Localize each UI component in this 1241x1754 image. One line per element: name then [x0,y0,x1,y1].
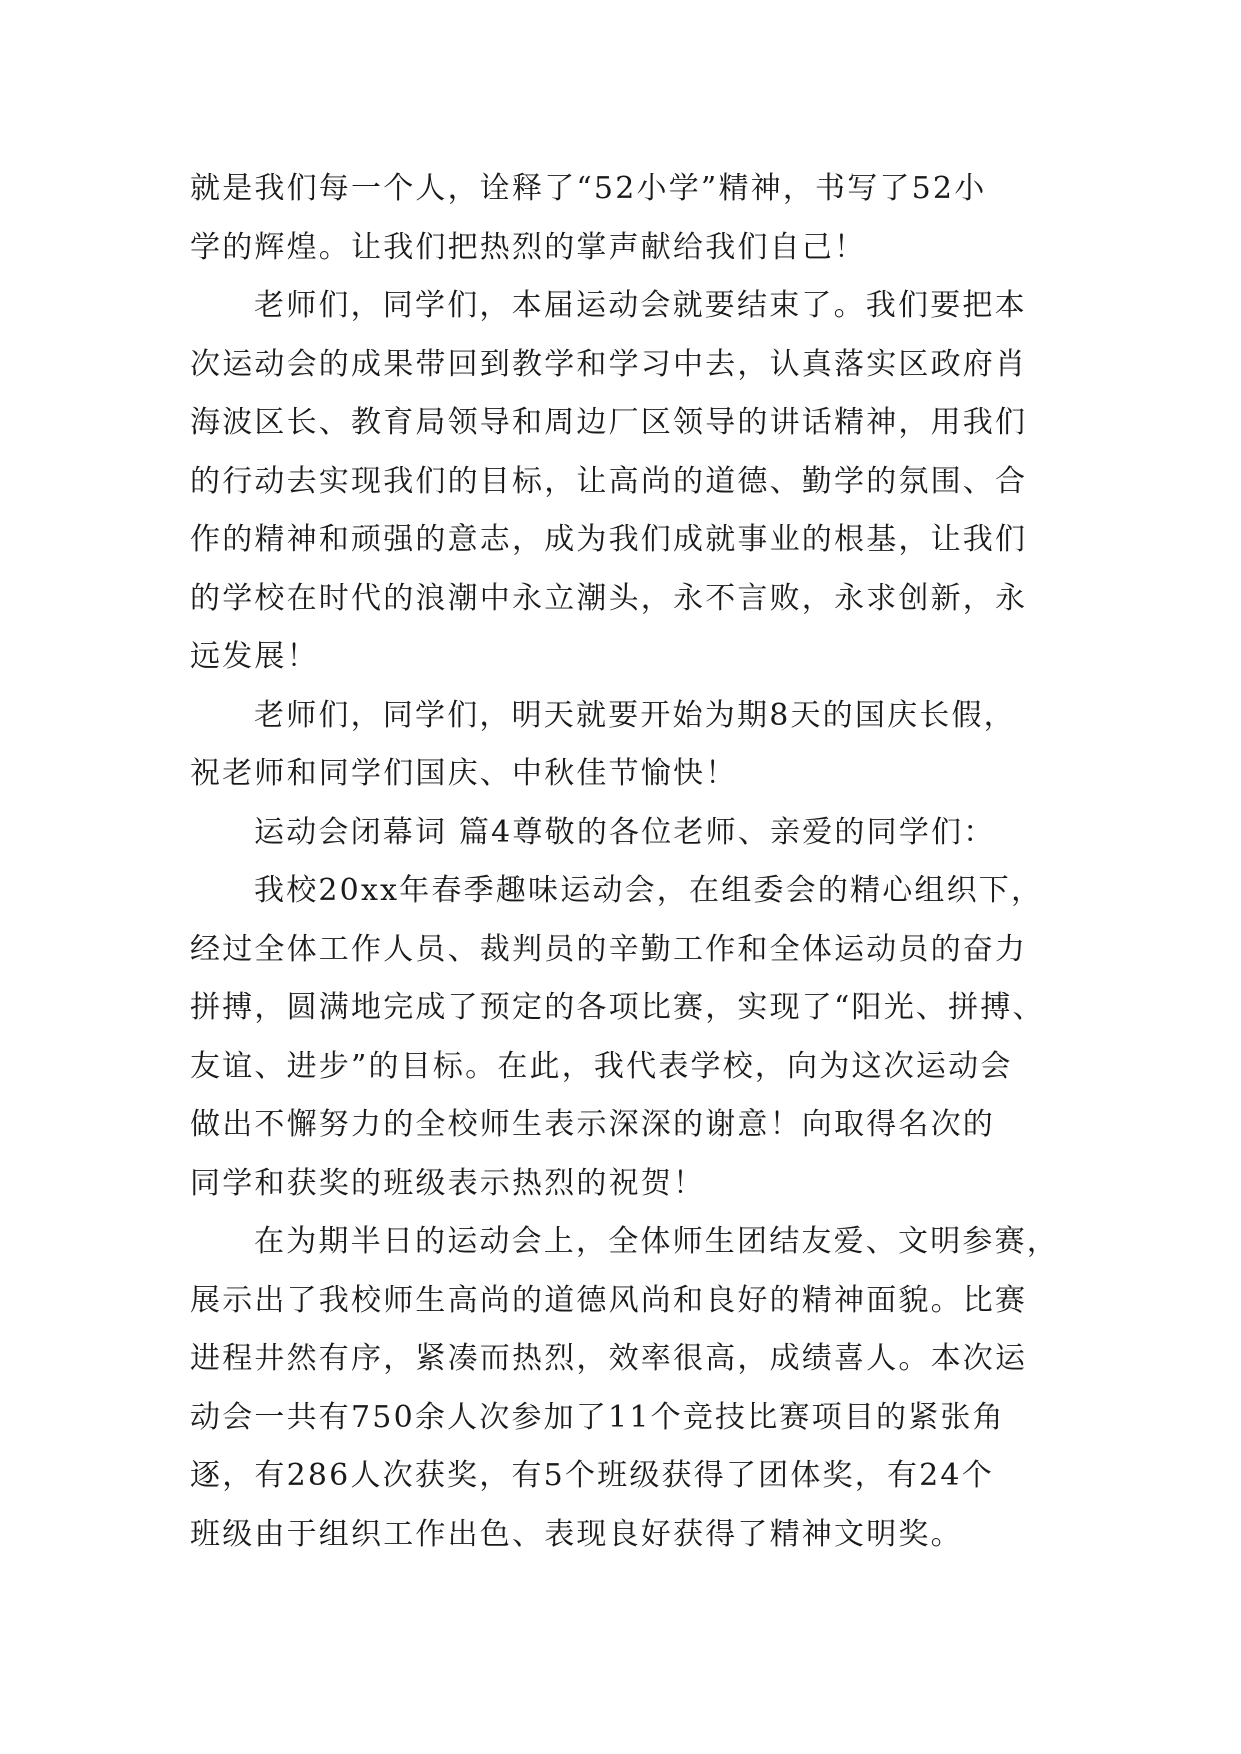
text-line: 的学校在时代的浪潮中永立潮头，永不言败，永求创新，永 [190,580,1028,616]
text-line: 经过全体工作人员、裁判员的辛勤工作和全体运动员的奋力 [190,931,1028,967]
text-line: 展示出了我校师生高尚的道德风尚和良好的精神面貌。比赛 [190,1282,1028,1318]
text-line: 远发展！ [190,639,319,674]
text-line: 同学和获奖的班级表示热烈的祝贺！ [190,1165,706,1201]
text-line: 次运动会的成果带回到教学和学习中去，认真落实区政府肖 [190,346,1028,382]
paragraph-start-line: 在为期半日的运动会上，全体师生团结友爱、文明参赛， [254,1224,1059,1259]
paragraph-start-line: 我校20xx年春季趣味运动会，在组委会的精心组织下， [254,873,1044,908]
text-line: 就是我们每一个人，诠释了“52小学”精神，书写了52小 [190,171,987,206]
paragraph-start-line: 老师们，同学们，明天就要开始为期8天的国庆长假， [254,697,1016,733]
text-line: 做出不懈努力的全校师生表示深深的谢意！向取得名次的 [190,1107,995,1142]
text-line: 学的辉煌。让我们把热烈的掌声献给我们自己！ [190,229,867,265]
text-line: 的行动去实现我们的目标，让高尚的道德、勤学的氛围、合 [190,463,1028,499]
text-line: 祝老师和同学们国庆、中秋佳节愉快！ [190,756,738,791]
text-line: 作的精神和顽强的意志，成为我们成就事业的根基，让我们 [190,522,1028,557]
paragraph-start-line: 老师们，同学们，本届运动会就要结束了。我们要把本 [254,288,1027,323]
document-body [190,160,1059,1564]
text-line: 海波区长、教育局领导和周边厂区领导的讲话精神，用我们 [190,405,1028,440]
text-line: 逐，有286人次获奖，有5个班级获得了团体奖，有24个 [190,1458,994,1493]
text-line: 进程井然有序，紧凑而热烈，效率很高，成绩喜人。本次运 [190,1341,1028,1376]
text-line: 拼搏，圆满地完成了预定的各项比赛，实现了“阳光、拼搏、 [190,990,1045,1025]
text-line: 班级由于组织工作出色、表现良好获得了精神文明奖。 [190,1516,963,1552]
text-line: 友谊、进步”的目标。在此，我代表学校，向为这次运动会 [190,1048,1013,1084]
section-heading-line: 运动会闭幕词 篇4尊敬的各位老师、亲爱的同学们： [254,814,996,850]
text-line: 动会一共有750余人次参加了11个竞技比赛项目的紧张角 [190,1399,1005,1435]
